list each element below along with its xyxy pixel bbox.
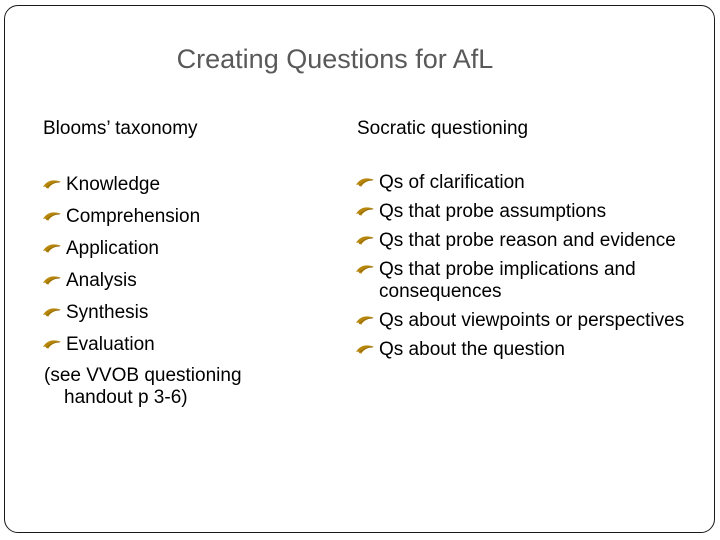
item-label: Qs that probe implications and consequences [379,259,636,302]
note-line: (see VVOB questioning [44,365,242,386]
item-label: Synthesis [66,302,149,323]
leaf-bullet-icon [355,235,375,247]
leaf-bullet-icon [355,344,375,356]
item-label: Evaluation [66,334,155,355]
item-label: Analysis [66,270,137,291]
leaf-bullet-icon [42,243,62,255]
leaf-bullet-icon [42,179,62,191]
item-label: Qs about viewpoints or perspectives [379,310,685,331]
item-label: Comprehension [66,206,201,227]
note-line: handout p 3-6) [64,387,188,408]
blooms-heading: Blooms’ taxonomy [43,118,198,139]
list-item [42,174,342,196]
leaf-bullet-icon [42,275,62,287]
leaf-bullet-icon [355,264,375,276]
list-item [355,172,695,194]
blooms-list [42,174,342,409]
handout-note [42,365,342,409]
slide-title: Creating Questions for AfL [176,44,494,74]
item-label: Qs that probe reason and evidence [379,230,676,251]
list-item [355,230,695,252]
list-item [42,302,342,324]
leaf-bullet-icon [42,307,62,319]
leaf-bullet-icon [355,315,375,327]
list-item [42,206,342,228]
list-item [355,201,695,223]
leaf-bullet-icon [355,177,375,189]
list-item [355,259,695,303]
leaf-bullet-icon [42,211,62,223]
list-item [42,334,342,356]
list-item [355,310,695,332]
list-item [355,339,695,361]
list-item [42,238,342,260]
socratic-heading: Socratic questioning [357,118,529,139]
list-item [42,270,342,292]
leaf-bullet-icon [355,206,375,218]
socratic-list [355,172,695,368]
item-label: Knowledge [66,174,161,195]
item-label: Qs of clarification [379,172,525,193]
item-label: Qs about the question [379,339,565,360]
leaf-bullet-icon [42,339,62,351]
item-label: Application [66,238,159,259]
item-label: Qs that probe assumptions [379,201,607,222]
